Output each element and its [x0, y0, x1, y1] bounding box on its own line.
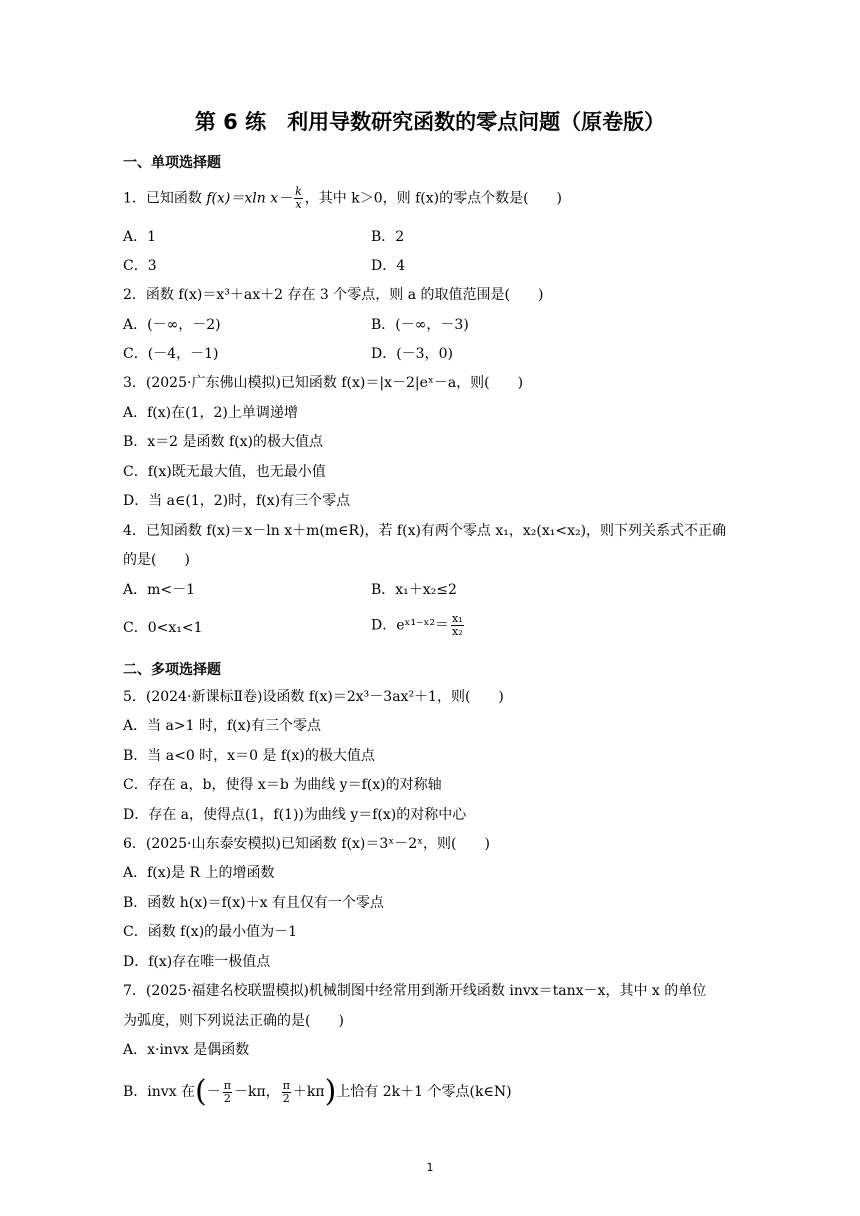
q6-option-b: B．函数 h(x)＝f(x)＋x 有且仅有一个零点 — [123, 895, 384, 911]
q7-b-frac2-num: π — [282, 1078, 290, 1092]
q1-option-d: D．4 — [371, 258, 406, 274]
q4-d-num: x₁ — [452, 612, 463, 625]
q7-right-bracket: ) — [324, 1074, 337, 1109]
q7-b-tail: ＋kπ — [292, 1084, 325, 1100]
q3-option-d: D．当 a∈(1，2)时，f(x)有三个零点 — [123, 493, 351, 509]
question-5-stem: 5．(2024·新课标Ⅱ卷)设函数 f(x)＝2x³－3ax²＋1，则( ) — [123, 689, 504, 705]
q2-option-a: A．(－∞，－2) — [123, 317, 221, 333]
q4-d-den: x₂ — [452, 625, 463, 638]
q4-option-a: A．m<－1 — [123, 582, 196, 598]
q5-option-c: C．存在 a，b，使得 x＝b 为曲线 y＝f(x)的对称轴 — [123, 777, 442, 793]
q1-stem-a: 1．已知函数 — [123, 190, 207, 207]
q7-option-a: A．x·invx 是偶函数 — [123, 1042, 250, 1058]
q1-option-a: A．1 — [123, 229, 157, 245]
q3-option-a: A．f(x)在(1，2)上单调递增 — [123, 405, 298, 421]
q4-option-d — [371, 613, 466, 638]
page-title: 第 6 练 利用导数研究函数的零点问题（原卷版） — [194, 110, 666, 134]
q7-b-frac1-den: 2 — [223, 1091, 231, 1105]
q1-option-b: B．2 — [371, 229, 405, 245]
q7-left-bracket: ( — [195, 1074, 207, 1109]
q7-b-frac2-den: 2 — [282, 1091, 290, 1105]
q1-frac-num: k — [295, 185, 302, 198]
q7-b-mid: －kπ， — [234, 1084, 280, 1100]
q6-option-d: D．f(x)存在唯一极值点 — [123, 954, 271, 970]
section-heading-single-choice: 一、单项选择题 — [123, 155, 221, 171]
q7-b-minus: － — [206, 1084, 221, 1100]
q7-b-frac1 — [223, 1080, 232, 1105]
question-7-stem-line2: 为弧度，则下列说法正确的是( ) — [123, 1013, 344, 1029]
page-number: 1 — [426, 1161, 434, 1174]
q5-option-b: B．当 a<0 时，x＝0 是 f(x)的极大值点 — [123, 748, 375, 764]
q7-b-frac1-num: π — [223, 1078, 231, 1092]
q1-frac-den: x — [295, 198, 302, 211]
q1-option-c: C．3 — [123, 258, 157, 274]
section-heading-multi-choice: 二、多项选择题 — [123, 662, 221, 678]
q2-option-b: B．(－∞，－3) — [371, 317, 469, 333]
q1-stem-b: f(x)＝xln x－ — [206, 190, 293, 207]
q7-b-prefix: B．invx 在 — [123, 1084, 196, 1100]
q2-option-c: C．(－4，－1) — [123, 346, 219, 362]
q7-b-suffix: 上恰有 2k＋1 个零点(k∈N) — [336, 1084, 512, 1100]
q4-d-fraction — [451, 613, 464, 638]
question-2-stem: 2．函数 f(x)＝x³＋ax＋2 存在 3 个零点，则 a 的取值范围是( ) — [123, 287, 544, 303]
q6-option-c: C．函数 f(x)的最小值为－1 — [123, 924, 298, 940]
q3-option-c: C．f(x)既无最大值，也无最小值 — [123, 464, 326, 480]
question-4-stem-line2: 的是( ) — [123, 552, 190, 568]
q6-option-a: A．f(x)是 R 上的增函数 — [123, 865, 275, 881]
question-1-stem — [123, 186, 562, 211]
q5-option-d: D．存在 a，使得点(1，f(1))为曲线 y＝f(x)的对称中心 — [123, 807, 467, 823]
q5-option-a: A．当 a>1 时，f(x)有三个零点 — [123, 718, 321, 734]
question-4-stem-line1: 4．已知函数 f(x)＝x－ln x＋m(m∈R)，若 f(x)有两个零点 x₁，x₂(x₁<x₂)，则下列关系式不正确 — [123, 523, 727, 539]
q4-option-c: C．0<x₁<1 — [123, 620, 203, 636]
q3-option-b: B．x＝2 是函数 f(x)的极大值点 — [123, 434, 323, 450]
q7-option-b — [123, 1074, 512, 1109]
q4-d-prefix: D．eˣ¹⁻ˣ²＝ — [371, 617, 449, 634]
q4-option-b: B．x₁＋x₂≤2 — [371, 582, 457, 598]
q1-stem-c: ，其中 k＞0，则 f(x)的零点个数是( ) — [304, 190, 562, 207]
q7-b-frac2 — [282, 1080, 291, 1105]
q1-fraction — [294, 186, 303, 211]
question-6-stem: 6．(2025·山东泰安模拟)已知函数 f(x)＝3ˣ－2ˣ，则( ) — [123, 836, 490, 852]
question-7-stem-line1: 7．(2025·福建名校联盟模拟)机械制图中经常用到渐开线函数 invx＝tanx－x，其中 x 的单位 — [123, 983, 707, 999]
q2-option-d: D．(－3，0) — [371, 346, 453, 362]
question-3-stem: 3．(2025·广东佛山模拟)已知函数 f(x)＝|x－2|eˣ－a，则( ) — [123, 375, 524, 391]
